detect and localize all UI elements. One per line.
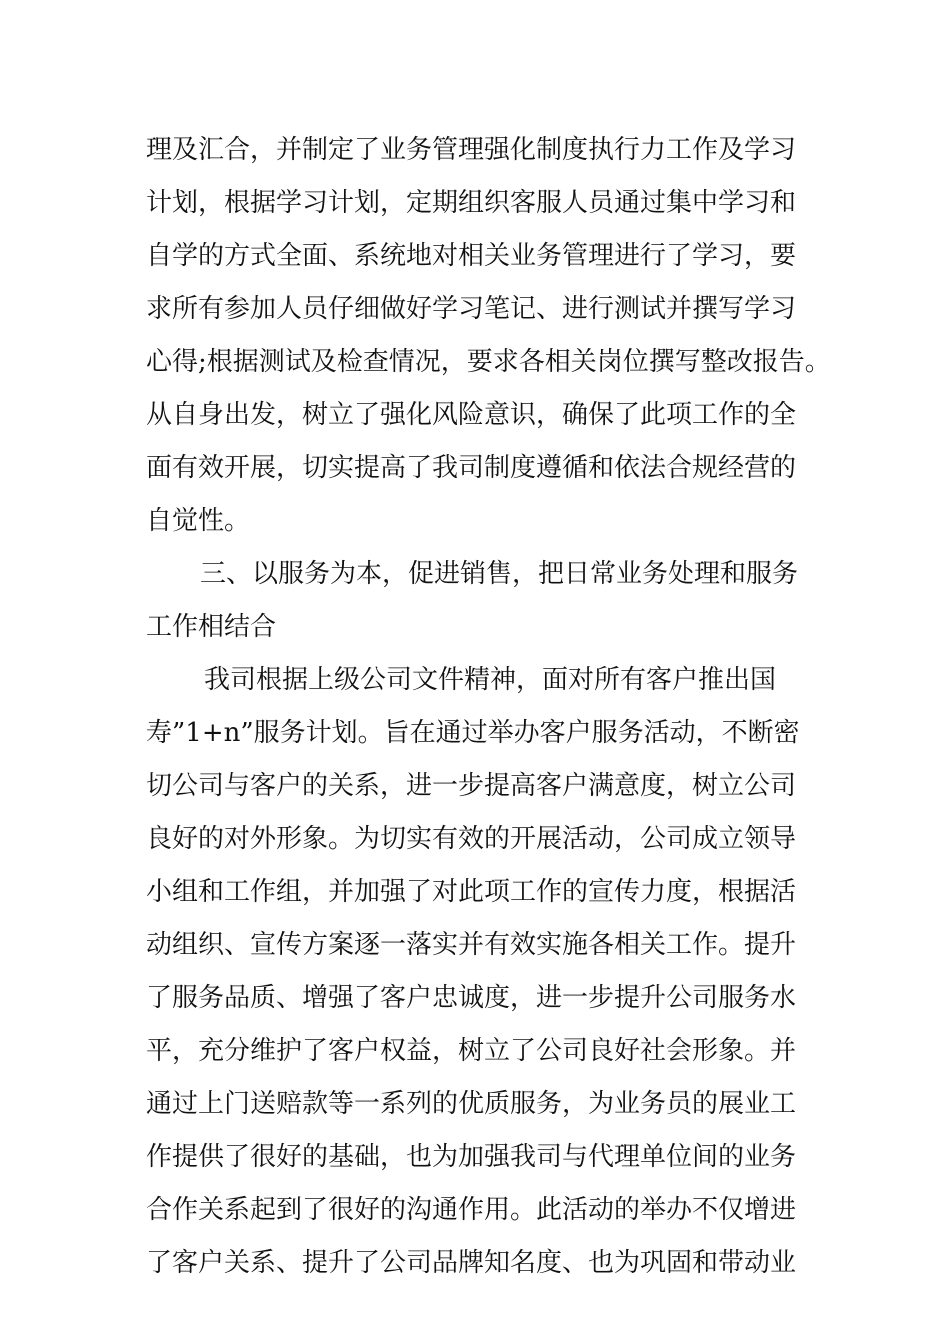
text-line: 动组织、宣传方案逐一落实并有效实施各相关工作。提升 — [146, 930, 797, 960]
text-line: 计划，根据学习计划，定期组织客服人员通过集中学习和 — [146, 188, 797, 218]
text-line: 面有效开展，切实提高了我司制度遵循和依法合规经营的 — [146, 453, 797, 483]
text-line: 理及汇合，并制定了业务管理强化制度执行力工作及学习 — [146, 135, 797, 165]
document-body — [146, 124, 831, 1290]
text-line: 通过上门送赔款等一系列的优质服务，为业务员的展业工 — [146, 1089, 797, 1119]
text-line: 了客户关系、提升了公司品牌知名度、也为巩固和带动业 — [146, 1248, 797, 1278]
text-line: 小组和工作组，并加强了对此项工作的宣传力度，根据活 — [146, 877, 797, 907]
text-line: 寿”1+n”服务计划。旨在通过举办客户服务活动，不断密 — [146, 718, 800, 748]
text-line: 合作关系起到了很好的沟通作用。此活动的举办不仅增进 — [146, 1195, 797, 1225]
text-line: 从自身出发，树立了强化风险意识，确保了此项工作的全 — [146, 400, 797, 430]
text-line: 平，充分维护了客户权益，树立了公司良好社会形象。并 — [146, 1036, 797, 1066]
heading-line: 工作相结合 — [146, 612, 277, 642]
heading-line: 三、以服务为本，促进销售，把日常业务处理和服务 — [200, 559, 799, 589]
text-line: 心得;根据测试及检查情况，要求各相关岗位撰写整改报告。 — [146, 347, 831, 377]
paragraph-service-plan — [146, 654, 816, 1290]
text-line: 作提供了很好的基础，也为加强我司与代理单位间的业务 — [146, 1142, 797, 1172]
text-line: 我司根据上级公司文件精神，面对所有客户推出国 — [204, 665, 777, 695]
text-line: 切公司与客户的关系，进一步提高客户满意度，树立公司 — [146, 771, 797, 801]
text-line: 良好的对外形象。为切实有效的开展活动，公司成立领导 — [146, 824, 797, 854]
text-line: 自学的方式全面、系统地对相关业务管理进行了学习，要 — [146, 241, 797, 271]
text-line: 自觉性。 — [146, 506, 251, 536]
paragraph-continuation — [146, 124, 831, 548]
text-line: 求所有参加人员仔细做好学习笔记、进行测试并撰写学习 — [146, 294, 797, 324]
section-heading-three — [146, 548, 816, 654]
text-line: 了服务品质、增强了客户忠诚度，进一步提升公司服务水 — [146, 983, 797, 1013]
